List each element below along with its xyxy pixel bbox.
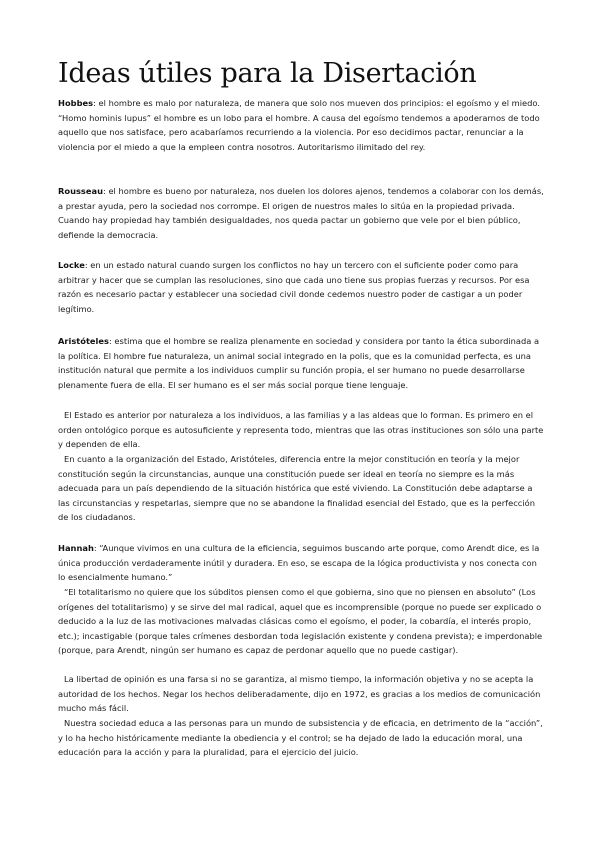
rousseau-name: Rousseau bbox=[58, 186, 104, 196]
aristoteles-text: : estima que el hombre se realiza plenamente en sociedad y considera por tanto la ética subordinada a la política. El hombre fue naturaleza, un animal social integrado en la polis, que es la comunidad perfecta, es una institución natural que permite a los individuos cumplir su función propia, el ser humano no puede desarrollarse plenamente fuera de ella. El ser humano es el ser más social porque tiene lenguaje. bbox=[58, 336, 540, 390]
locke-name: Locke bbox=[58, 260, 85, 270]
hannah-name: Hannah bbox=[58, 543, 94, 553]
aristoteles-paragraph bbox=[58, 334, 544, 392]
locke-text: : en un estado natural cuando surgen los conflictos no hay un tercero con el suficiente poder como para arbitrar y hacer que se cumplan las resoluciones, sino que cada uno tiene sus propias fuerzas y recursos. Por esa razón es necesario pactar y establecer una sociedad civil donde cedemos nuestro poder de castigar a un poder legítimo. bbox=[58, 260, 530, 314]
hannah-text: : “Aunque vivimos en una cultura de la eficiencia, seguimos buscando arte porque, como Arendt dice, es la única producción verdaderamente inútil y duradera. En eso, se escapa de la lógica productivista y nos conecta con lo esencialmente humano.” bbox=[58, 543, 540, 583]
document-title: Ideas útiles para la Disertación bbox=[58, 58, 477, 89]
hobbes-paragraph bbox=[58, 96, 544, 154]
aristoteles-name: Aristóteles bbox=[58, 336, 109, 346]
rousseau-text: : el hombre es bueno por naturaleza, nos duelen los dolores ajenos, tendemos a colaborar con los demás, a prestar ayuda, pero la sociedad nos corrompe. El origen de nuestros males lo sitúa en la propiedad privada. Cuando hay propiedad hay también desigualdades, nos queda pactar un gobierno que vele por el bien público, defiende la democracia. bbox=[58, 186, 544, 240]
hannah-paragraph bbox=[58, 541, 544, 585]
hannah-totalitarismo-paragraph: “El totalitarismo no quiere que los súbditos piensen como el que gobierna, sino que no piensen en absoluto” (Los orígenes del totalitarismo) y se sirve del mal radical, aquel que es incomprensible (porque no puede ser explicado o deducido a la luz de las motivaciones malvadas clásicas como el egoísmo, el poder, la cobardía, el interés propio, etc.); incastigable (porque tales crímenes desbordan toda legislación existente y condena prevista); e imperdonable (porque, para Arendt, ningún ser humano es capaz de perdonar aquello que no puede castigar). bbox=[58, 587, 543, 656]
hobbes-text: : el hombre es malo por naturaleza, de manera que solo nos mueven dos principios: el egoísmo y el miedo. “Homo hominis lupus” el hombre es un lobo para el hombre. A causa del egoísmo tendemos a apoderarnos de todo aquello que nos satisface, pero acabaríamos recurriendo a la violencia. Por eso decidimos pactar, renunciar a la violencia por el miedo a que la empleen contra nosotros. Autoritarismo ilimitado del rey. bbox=[58, 98, 540, 152]
rousseau-paragraph bbox=[58, 184, 544, 242]
locke-paragraph bbox=[58, 258, 544, 316]
aristoteles-estado-paragraph: El Estado es anterior por naturaleza a los individuos, a las familias y a las aldeas que lo forman. Es primero en el orden ontológico porque es autosuficiente y representa todo, mientras que las otras instituciones son sólo una parte y dependen de ella. bbox=[58, 410, 544, 450]
aristoteles-constitucion-paragraph: En cuanto a la organización del Estado, Aristóteles, diferencia entre la mejor constitución en teoría y la mejor constitución según la circunstancias, aunque una constitución puede ser ideal en teoría no siempre es la más adecuada para un país dependiendo de la situación histórica que esté viviendo. La Constitución debe adaptarse a las circunstancias y respetarlas, siempre que no se abandone la finalidad esencial del Estado, que es la perfección de los ciudadanos. bbox=[58, 454, 535, 523]
hannah-libertad-paragraph: La libertad de opinión es una farsa si no se garantiza, al mismo tiempo, la información objetiva y no se acepta la autoridad de los hechos. Negar los hechos deliberadamente, dijo en 1972, es gracias a los medios de comunicación mucho más fácil. bbox=[58, 674, 541, 714]
hannah-educacion-paragraph: Nuestra sociedad educa a las personas para un mundo de subsistencia y de eficacia, en detrimento de la “acción”, y lo ha hecho históricamente mediante la obediencia y el control; se ha dejado de lado la educación moral, una educación para la acción y para la pluralidad, para el ejercicio del juicio. bbox=[58, 718, 543, 758]
hobbes-name: Hobbes bbox=[58, 98, 94, 108]
